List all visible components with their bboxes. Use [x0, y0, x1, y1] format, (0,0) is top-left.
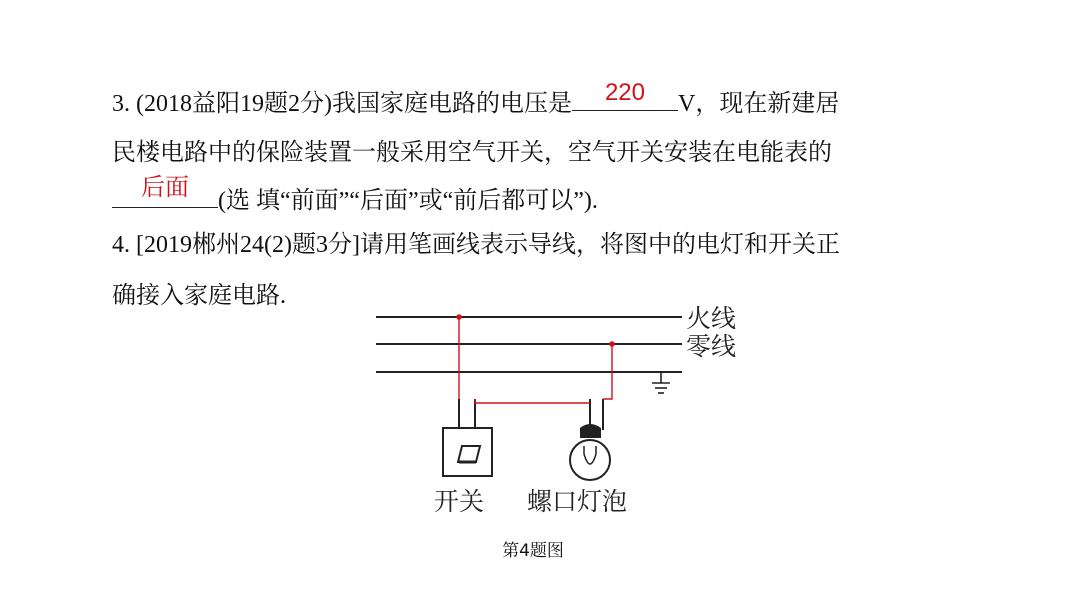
answer-wiring	[456, 314, 615, 403]
q4-line-2: 确接入家庭电路.	[112, 283, 286, 309]
q3-line-2: 民楼电路中的保险装置一般采用空气开关，空气开关安装在电能表的	[112, 140, 832, 166]
answer-position: 后面	[141, 174, 189, 201]
ground-symbol	[652, 372, 670, 393]
live-wire-label: 火线	[686, 304, 737, 333]
switch	[443, 399, 492, 476]
neutral-wire-label: 零线	[686, 332, 737, 361]
figure-caption: 第4题图	[502, 541, 564, 561]
neutral-junction-dot	[609, 341, 615, 347]
live-junction-dot	[456, 314, 462, 320]
switch-label: 开关	[434, 487, 485, 516]
q3-line-1-prefix: 3. (2018益阳19题2分)我国家庭电路的电压是	[112, 91, 572, 117]
q3-line-1-suffix: V，现在新建居	[677, 91, 840, 117]
bulb-label: 螺口灯泡	[527, 487, 628, 516]
q3-line-3-suffix: (选 填“前面”“后面”或“前后都可以”).	[218, 188, 598, 214]
screw-bulb	[570, 399, 610, 480]
answer-voltage: 220	[604, 79, 645, 106]
q4-line-1: 4. [2019郴州24(2)题3分]请用笔画线表示导线，将图中的电灯和开关正	[112, 232, 840, 258]
